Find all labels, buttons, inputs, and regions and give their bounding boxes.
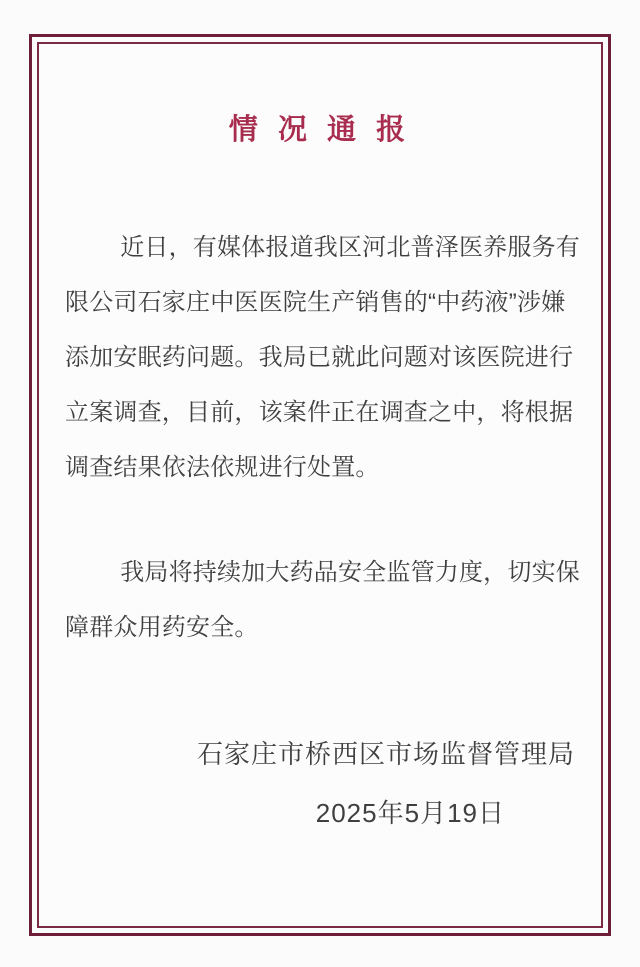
text-line: 限公司石家庄中医医院生产销售的“中药液”涉嫌	[65, 289, 566, 316]
text-line: 障群众用药安全。	[65, 614, 259, 641]
page-title: 情 况 通 报	[228, 114, 412, 146]
notice-border-frame-inner	[37, 42, 603, 928]
text-line: 调查结果依法依规进行处置。	[65, 454, 380, 481]
notice-content	[39, 44, 601, 926]
notice-border-frame-outer	[29, 34, 611, 936]
text-line: 近日，有媒体报道我区河北普泽医养服务有	[120, 234, 580, 261]
notice-paragraph-2	[65, 545, 580, 655]
notice-paragraph-1	[65, 220, 580, 495]
notice-date: 2025年5月19日	[315, 798, 505, 828]
text-line: 立案调查，目前，该案件正在调查之中，将根据	[65, 399, 574, 426]
issuing-authority-signature: 石家庄市桥西区市场监督管理局	[196, 739, 575, 769]
text-line: 添加安眠药问题。我局已就此问题对该医院进行	[65, 344, 574, 371]
text-line: 我局将持续加大药品安全监管力度，切实保	[120, 559, 580, 586]
